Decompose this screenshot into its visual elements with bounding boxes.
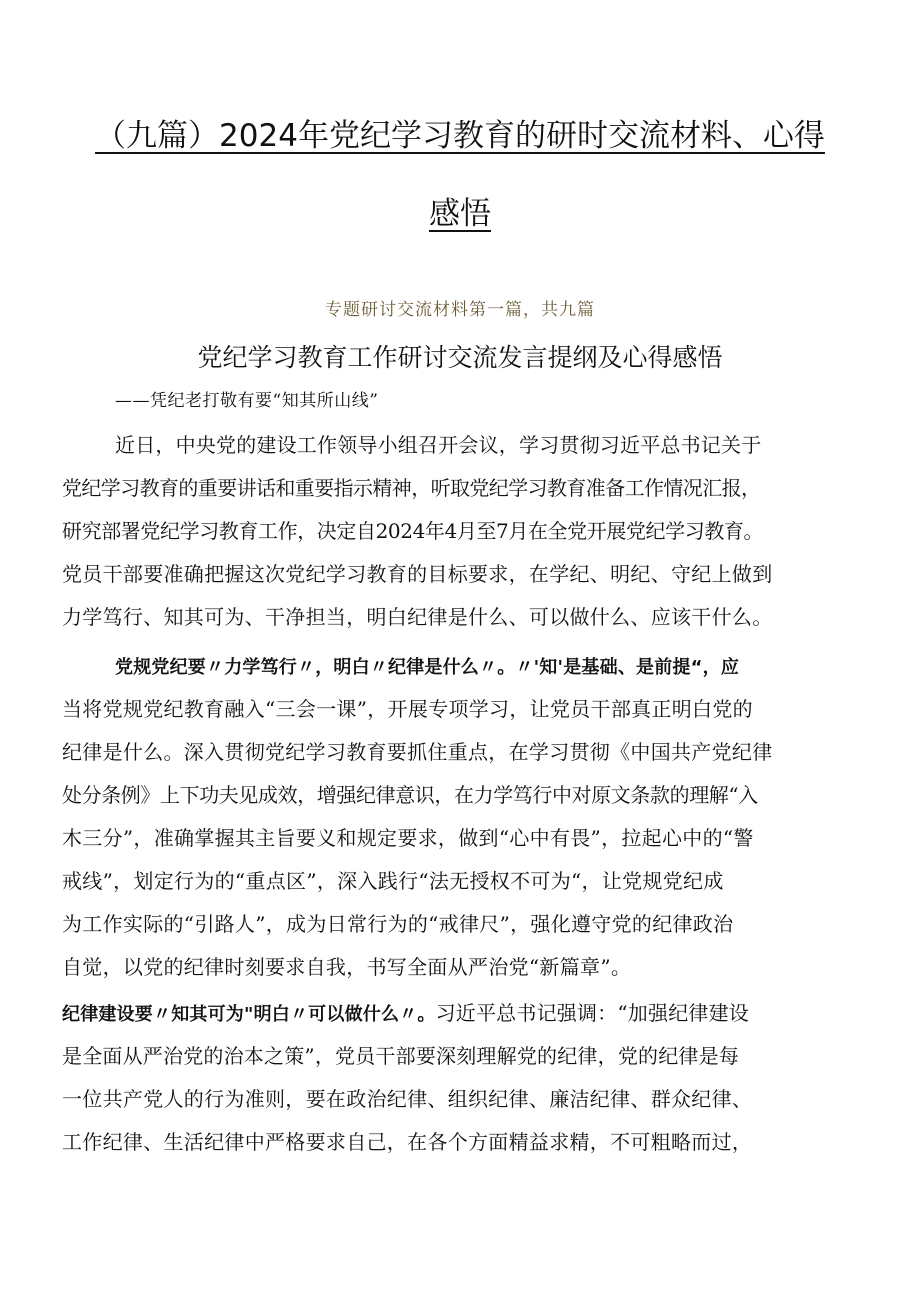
paragraph-3-lead-bold: 纪律建设要〃知其可为"明白〃可以做什么〃。 — [62, 1004, 436, 1025]
paragraph-1-line: 近日，中央党的建设工作领导小组召开会议，学习贯彻习近平总书记关于 — [115, 433, 762, 457]
document-title-line-2: 感悟 — [429, 196, 491, 232]
paragraph-2-line: 当将党规党纪教育融入“三会一课”，开展专项学习，让党员干部真正明白党的 — [62, 697, 753, 721]
paragraph-1-line: 党纪学习教育的重要讲话和重要指示精神，听取党纪学习教育准备工作情况汇报， — [62, 476, 761, 500]
paragraph-3-lead-rest: 习近平总书记强调：“加强纪律建设 — [435, 1001, 750, 1025]
paragraph-2-lead-text: 党规党纪要〃力学笃行〃，明白〃纪律是什么〃。〃'知'是基础、是前提“，应 — [115, 657, 740, 678]
paragraph-2-line: 木三分”，准确掌握其主旨要义和规定要求，做到“心中有畏”，拉起心中的“警 — [62, 826, 754, 850]
paragraph-2-line: 处分条例》上下功夫见成效，增强纪律意识，在力学笃行中对原文条款的理解“入 — [62, 783, 758, 807]
article-subtitle: ——凭纪老打敬有要“知其所山线” — [115, 391, 379, 411]
paragraph-1-line: 党员干部要准确把握这次党纪学习教育的目标要求，在学纪、明纪、守纪上做到 — [62, 562, 773, 586]
paragraph-2-lead — [115, 654, 739, 680]
paragraph-3-line: 一位共产党人的行为准则，要在政治纪律、组织纪律、廉洁纪律、群众纪律、 — [62, 1087, 753, 1111]
paragraph-2-line: 为工作实际的“引路人”，成为日常行为的“戒律尺”，强化遵守党的纪律政治 — [62, 912, 734, 936]
paragraph-2-line: 戒线”，划定行为的“重点区”，深入践行“法无授权不可为“，让党规党纪成 — [62, 869, 724, 893]
series-label: 专题研讨交流材料第一篇，共九篇 — [325, 300, 595, 320]
paragraph-3-lead — [62, 1001, 749, 1027]
document-title-line-1: （九篇）2024年党纪学习教育的研时交流材料、心得 — [95, 118, 825, 154]
paragraph-1-line: 力学笃行、知其可为、干净担当，明白纪律是什么、可以做什么、应该干什么。 — [62, 605, 773, 629]
paragraph-3-line: 工作纪律、生活纪律中严格要求自己，在各个方面精益求精，不可粗略而过， — [62, 1130, 753, 1154]
paragraph-1-line: 研究部署党纪学习教育工作，决定自2024年4月至7月在全党开展党纪学习教育。 — [62, 519, 764, 543]
paragraph-2-line: 自觉，以党的纪律时刻要求自我，书写全面从严治党“新篇章”。 — [62, 955, 632, 979]
paragraph-3-line: 是全面从严治党的治本之策”，党员干部要深刻理解党的纪律，党的纪律是每 — [62, 1044, 740, 1068]
article-title: 党纪学习教育工作研讨交流发言提纲及心得感悟 — [197, 343, 723, 372]
paragraph-2-line: 纪律是什么。深入贯彻党纪学习教育要抓住重点，在学习贯彻《中国共产党纪律 — [62, 740, 773, 764]
